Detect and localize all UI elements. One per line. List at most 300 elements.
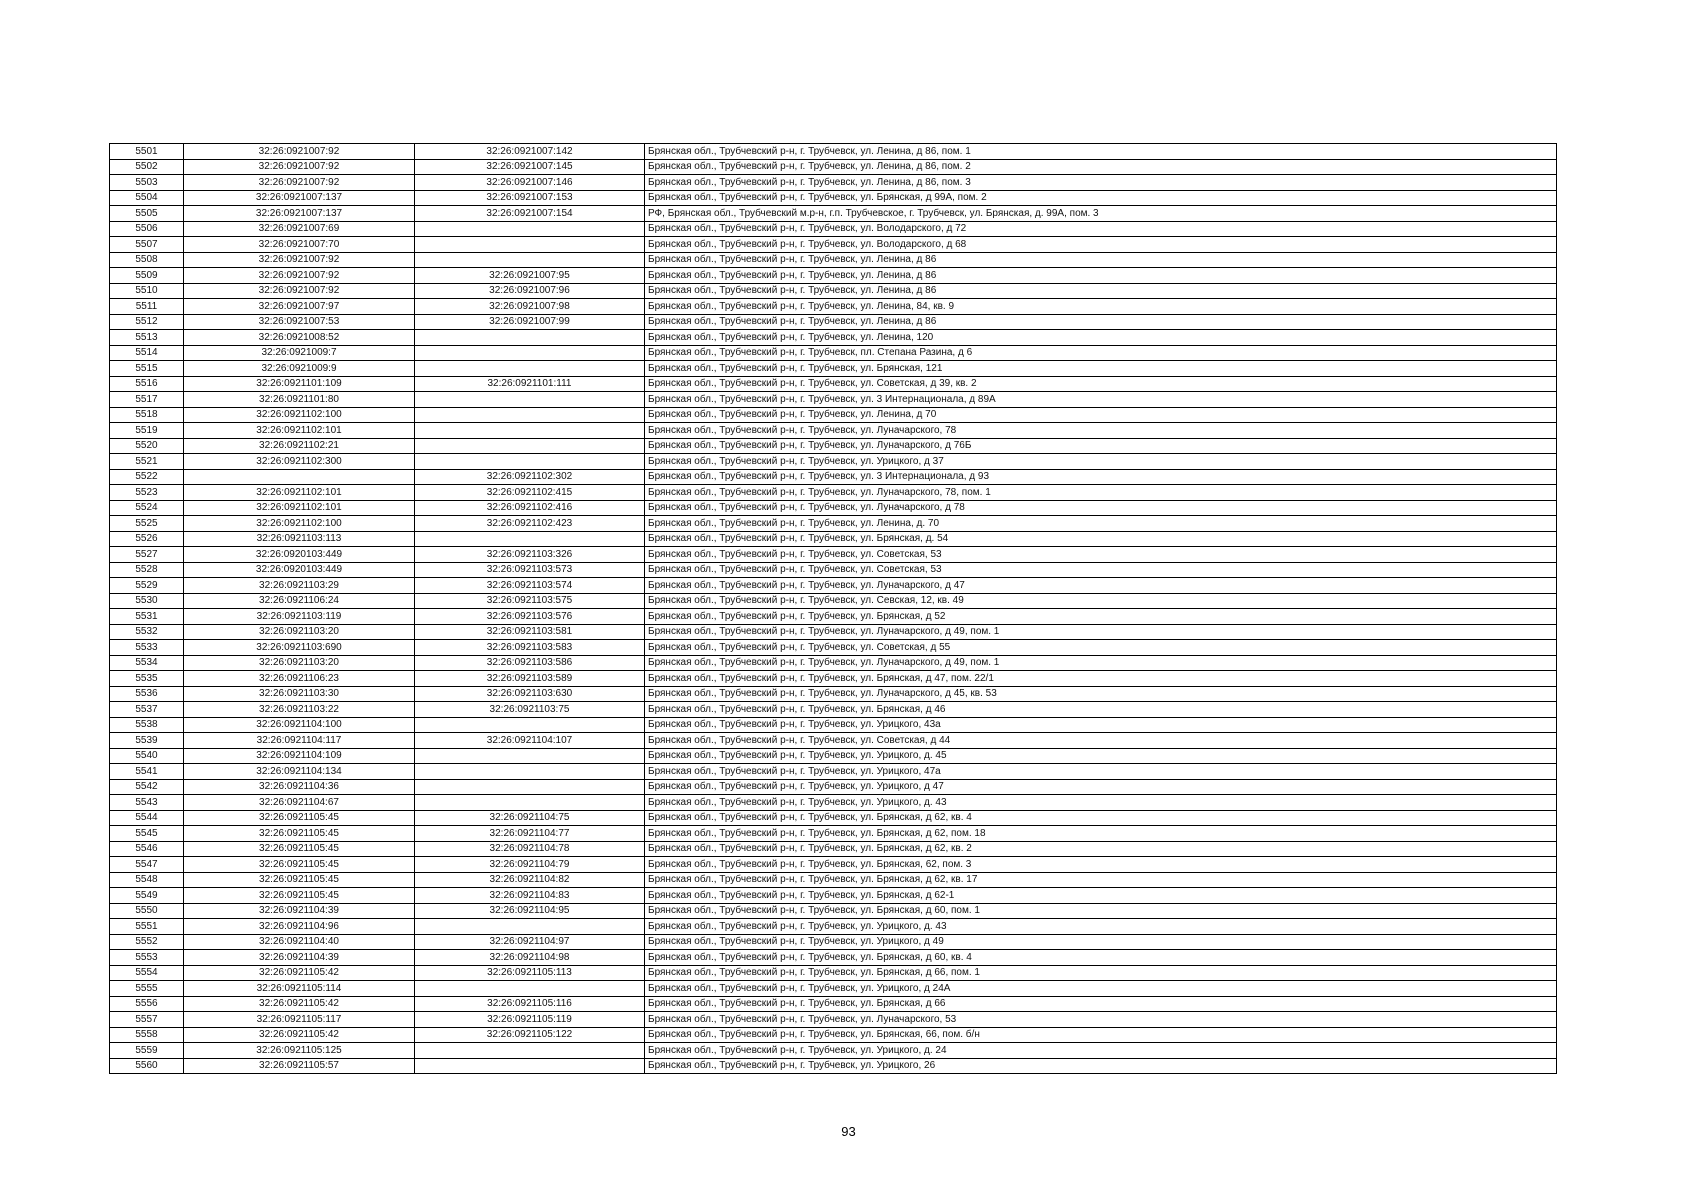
address-cell: Брянская обл., Трубчевский р-н, г. Трубчевск, ул. Брянская, д 62, кв. 17 <box>645 872 1557 888</box>
table-row <box>110 950 1557 966</box>
table-row <box>110 733 1557 749</box>
cadastral-number-cell: 32:26:0920103:449 <box>184 562 415 578</box>
row-number-cell: 5518 <box>110 407 184 423</box>
row-number-cell: 5536 <box>110 686 184 702</box>
cadastral-number-cell: 32:26:0921105:42 <box>184 965 415 981</box>
cadastral-number-cell: 32:26:0921102:300 <box>184 454 415 470</box>
object-cadastral-number-cell <box>415 252 645 268</box>
address-cell: Брянская обл., Трубчевский р-н, г. Трубчевск, ул. Советская, д 44 <box>645 733 1557 749</box>
row-number-cell: 5548 <box>110 872 184 888</box>
cadastral-number-cell: 32:26:0921103:22 <box>184 702 415 718</box>
address-cell: Брянская обл., Трубчевский р-н, г. Трубчевск, ул. Советская, 53 <box>645 562 1557 578</box>
row-number-cell: 5508 <box>110 252 184 268</box>
cadastral-number-cell: 32:26:0921105:57 <box>184 1058 415 1074</box>
cadastral-number-cell: 32:26:0921105:42 <box>184 996 415 1012</box>
address-cell: Брянская обл., Трубчевский р-н, г. Трубчевск, ул. Советская, д 55 <box>645 640 1557 656</box>
cadastral-number-cell: 32:26:0921007:92 <box>184 252 415 268</box>
object-cadastral-number-cell: 32:26:0921103:573 <box>415 562 645 578</box>
cadastral-number-cell: 32:26:0921102:21 <box>184 438 415 454</box>
cadastral-number-cell: 32:26:0921106:23 <box>184 671 415 687</box>
row-number-cell: 5510 <box>110 283 184 299</box>
cadastral-number-cell: 32:26:0921103:20 <box>184 655 415 671</box>
row-number-cell: 5535 <box>110 671 184 687</box>
object-cadastral-number-cell <box>415 392 645 408</box>
row-number-cell: 5528 <box>110 562 184 578</box>
row-number-cell: 5520 <box>110 438 184 454</box>
object-cadastral-number-cell <box>415 1058 645 1074</box>
cadastral-number-cell: 32:26:0921105:45 <box>184 872 415 888</box>
address-cell: Брянская обл., Трубчевский р-н, г. Трубчевск, ул. Брянская, д 62, кв. 2 <box>645 841 1557 857</box>
address-cell: Брянская обл., Трубчевский р-н, г. Трубчевск, ул. Луначарского, д 49, пом. 1 <box>645 624 1557 640</box>
row-number-cell: 5555 <box>110 981 184 997</box>
row-number-cell: 5541 <box>110 764 184 780</box>
table-row <box>110 376 1557 392</box>
address-cell: Брянская обл., Трубчевский р-н, г. Трубчевск, ул. Луначарского, д 47 <box>645 578 1557 594</box>
cadastral-number-cell: 32:26:0921103:113 <box>184 531 415 547</box>
table-row <box>110 159 1557 175</box>
row-number-cell: 5515 <box>110 361 184 377</box>
table-row <box>110 268 1557 284</box>
table-row <box>110 702 1557 718</box>
row-number-cell: 5514 <box>110 345 184 361</box>
records-table <box>109 143 1557 1074</box>
cadastral-number-cell: 32:26:0921102:100 <box>184 516 415 532</box>
address-cell: Брянская обл., Трубчевский р-н, г. Трубчевск, ул. Брянская, 62, пом. 3 <box>645 857 1557 873</box>
table-row <box>110 965 1557 981</box>
object-cadastral-number-cell: 32:26:0921007:96 <box>415 283 645 299</box>
table-row <box>110 981 1557 997</box>
address-cell: Брянская обл., Трубчевский р-н, г. Трубчевск, ул. Ленина, 84, кв. 9 <box>645 299 1557 315</box>
cadastral-number-cell: 32:26:0921101:80 <box>184 392 415 408</box>
object-cadastral-number-cell: 32:26:0921104:98 <box>415 950 645 966</box>
object-cadastral-number-cell <box>415 407 645 423</box>
table-row <box>110 314 1557 330</box>
cadastral-number-cell: 32:26:0921104:109 <box>184 748 415 764</box>
cadastral-number-cell: 32:26:0921103:30 <box>184 686 415 702</box>
row-number-cell: 5560 <box>110 1058 184 1074</box>
cadastral-number-cell: 32:26:0921106:24 <box>184 593 415 609</box>
address-cell: Брянская обл., Трубчевский р-н, г. Трубчевск, ул. Брянская, д 62, кв. 4 <box>645 810 1557 826</box>
address-cell: Брянская обл., Трубчевский р-н, г. Трубчевск, ул. Брянская, 66, пом. б/н <box>645 1027 1557 1043</box>
object-cadastral-number-cell: 32:26:0921102:302 <box>415 469 645 485</box>
table-row <box>110 578 1557 594</box>
address-cell: Брянская обл., Трубчевский р-н, г. Трубчевск, ул. Луначарского, д 45, кв. 53 <box>645 686 1557 702</box>
cadastral-number-cell: 32:26:0921007:53 <box>184 314 415 330</box>
row-number-cell: 5517 <box>110 392 184 408</box>
row-number-cell: 5558 <box>110 1027 184 1043</box>
table-row <box>110 903 1557 919</box>
object-cadastral-number-cell: 32:26:0921105:116 <box>415 996 645 1012</box>
address-cell: Брянская обл., Трубчевский р-н, г. Трубчевск, ул. Луначарского, д 49, пом. 1 <box>645 655 1557 671</box>
table-row <box>110 624 1557 640</box>
table-row <box>110 562 1557 578</box>
table-row <box>110 361 1557 377</box>
cadastral-number-cell: 32:26:0921007:92 <box>184 283 415 299</box>
address-cell: Брянская обл., Трубчевский р-н, г. Трубчевск, ул. Ленина, д 86, пом. 3 <box>645 175 1557 191</box>
object-cadastral-number-cell: 32:26:0921104:97 <box>415 934 645 950</box>
row-number-cell: 5554 <box>110 965 184 981</box>
address-cell: Брянская обл., Трубчевский р-н, г. Трубчевск, ул. Брянская, д 62-1 <box>645 888 1557 904</box>
table-row <box>110 190 1557 206</box>
table-row <box>110 330 1557 346</box>
row-number-cell: 5543 <box>110 795 184 811</box>
row-number-cell: 5505 <box>110 206 184 222</box>
row-number-cell: 5527 <box>110 547 184 563</box>
object-cadastral-number-cell <box>415 438 645 454</box>
object-cadastral-number-cell: 32:26:0921007:99 <box>415 314 645 330</box>
table-row <box>110 593 1557 609</box>
object-cadastral-number-cell <box>415 361 645 377</box>
row-number-cell: 5531 <box>110 609 184 625</box>
cadastral-number-cell: 32:26:0921104:117 <box>184 733 415 749</box>
table-row <box>110 345 1557 361</box>
address-cell: Брянская обл., Трубчевский р-н, г. Трубчевск, ул. Луначарского, д 76Б <box>645 438 1557 454</box>
address-cell: Брянская обл., Трубчевский р-н, г. Трубчевск, ул. Севская, 12, кв. 49 <box>645 593 1557 609</box>
object-cadastral-number-cell <box>415 423 645 439</box>
row-number-cell: 5540 <box>110 748 184 764</box>
table-row <box>110 655 1557 671</box>
cadastral-number-cell: 32:26:0921102:101 <box>184 423 415 439</box>
table-row <box>110 717 1557 733</box>
row-number-cell: 5537 <box>110 702 184 718</box>
row-number-cell: 5507 <box>110 237 184 253</box>
cadastral-number-cell: 32:26:0921007:92 <box>184 175 415 191</box>
address-cell: Брянская обл., Трубчевский р-н, г. Трубчевск, ул. Луначарского, 53 <box>645 1012 1557 1028</box>
row-number-cell: 5529 <box>110 578 184 594</box>
cadastral-number-cell: 32:26:0921007:69 <box>184 221 415 237</box>
address-cell: Брянская обл., Трубчевский р-н, г. Трубчевск, ул. Луначарского, 78, пом. 1 <box>645 485 1557 501</box>
address-cell: Брянская обл., Трубчевский р-н, г. Трубчевск, ул. Урицкого, д 47 <box>645 779 1557 795</box>
address-cell: Брянская обл., Трубчевский р-н, г. Трубчевск, ул. 3 Интернационала, д 89А <box>645 392 1557 408</box>
object-cadastral-number-cell: 32:26:0921103:586 <box>415 655 645 671</box>
object-cadastral-number-cell <box>415 330 645 346</box>
cadastral-number-cell: 32:26:0921104:96 <box>184 919 415 935</box>
table-row <box>110 547 1557 563</box>
object-cadastral-number-cell <box>415 779 645 795</box>
table-row <box>110 1058 1557 1074</box>
cadastral-number-cell: 32:26:0921007:92 <box>184 159 415 175</box>
address-cell: Брянская обл., Трубчевский р-н, г. Трубчевск, ул. Брянская, д. 54 <box>645 531 1557 547</box>
row-number-cell: 5550 <box>110 903 184 919</box>
row-number-cell: 5501 <box>110 144 184 160</box>
row-number-cell: 5544 <box>110 810 184 826</box>
cadastral-number-cell: 32:26:0921104:134 <box>184 764 415 780</box>
address-cell: Брянская обл., Трубчевский р-н, г. Трубчевск, ул. Володарского, д 68 <box>645 237 1557 253</box>
cadastral-number-cell: 32:26:0921103:690 <box>184 640 415 656</box>
cadastral-number-cell: 32:26:0921104:39 <box>184 950 415 966</box>
cadastral-number-cell: 32:26:0921104:39 <box>184 903 415 919</box>
cadastral-number-cell: 32:26:0921105:45 <box>184 826 415 842</box>
row-number-cell: 5545 <box>110 826 184 842</box>
object-cadastral-number-cell: 32:26:0921104:107 <box>415 733 645 749</box>
row-number-cell: 5556 <box>110 996 184 1012</box>
row-number-cell: 5533 <box>110 640 184 656</box>
table-row <box>110 686 1557 702</box>
object-cadastral-number-cell: 32:26:0921103:326 <box>415 547 645 563</box>
row-number-cell: 5522 <box>110 469 184 485</box>
address-cell: Брянская обл., Трубчевский р-н, г. Трубчевск, ул. Ленина, д 70 <box>645 407 1557 423</box>
cadastral-number-cell: 32:26:0921103:20 <box>184 624 415 640</box>
address-cell: Брянская обл., Трубчевский р-н, г. Трубчевск, ул. Ленина, д. 70 <box>645 516 1557 532</box>
address-cell: Брянская обл., Трубчевский р-н, г. Трубчевск, ул. Брянская, д 60, пом. 1 <box>645 903 1557 919</box>
object-cadastral-number-cell <box>415 981 645 997</box>
object-cadastral-number-cell: 32:26:0921102:416 <box>415 500 645 516</box>
row-number-cell: 5502 <box>110 159 184 175</box>
object-cadastral-number-cell: 32:26:0921007:146 <box>415 175 645 191</box>
address-cell: Брянская обл., Трубчевский р-н, г. Трубчевск, ул. Ленина, д 86 <box>645 283 1557 299</box>
address-cell: Брянская обл., Трубчевский р-н, г. Трубчевск, ул. Ленина, д 86 <box>645 268 1557 284</box>
table-row <box>110 748 1557 764</box>
address-cell: РФ, Брянская обл., Трубчевский м.р-н, г.п. Трубчевское, г. Трубчевск, ул. Брянская, д. 99А, пом. 3 <box>645 206 1557 222</box>
cadastral-number-cell: 32:26:0921101:109 <box>184 376 415 392</box>
table-row <box>110 221 1557 237</box>
row-number-cell: 5538 <box>110 717 184 733</box>
table-row <box>110 531 1557 547</box>
cadastral-number-cell: 32:26:0921007:92 <box>184 144 415 160</box>
address-cell: Брянская обл., Трубчевский р-н, г. Трубчевск, ул. Брянская, 121 <box>645 361 1557 377</box>
row-number-cell: 5524 <box>110 500 184 516</box>
cadastral-number-cell: 32:26:0921104:67 <box>184 795 415 811</box>
cadastral-number-cell: 32:26:0921007:92 <box>184 268 415 284</box>
address-cell: Брянская обл., Трубчевский р-н, г. Трубчевск, ул. Ленина, д 86 <box>645 252 1557 268</box>
row-number-cell: 5504 <box>110 190 184 206</box>
address-cell: Брянская обл., Трубчевский р-н, г. Трубчевск, ул. Брянская, д 60, кв. 4 <box>645 950 1557 966</box>
table-row <box>110 1027 1557 1043</box>
object-cadastral-number-cell <box>415 237 645 253</box>
cadastral-number-cell: 32:26:0921007:97 <box>184 299 415 315</box>
object-cadastral-number-cell: 32:26:0921101:111 <box>415 376 645 392</box>
address-cell: Брянская обл., Трубчевский р-н, г. Трубчевск, ул. Урицкого, 47а <box>645 764 1557 780</box>
address-cell: Брянская обл., Трубчевский р-н, г. Трубчевск, ул. Брянская, д 52 <box>645 609 1557 625</box>
address-cell: Брянская обл., Трубчевский р-н, г. Трубчевск, ул. Советская, 53 <box>645 547 1557 563</box>
row-number-cell: 5534 <box>110 655 184 671</box>
row-number-cell: 5516 <box>110 376 184 392</box>
cadastral-number-cell: 32:26:0921102:100 <box>184 407 415 423</box>
row-number-cell: 5539 <box>110 733 184 749</box>
object-cadastral-number-cell <box>415 795 645 811</box>
object-cadastral-number-cell <box>415 221 645 237</box>
table-row <box>110 764 1557 780</box>
object-cadastral-number-cell: 32:26:0921104:79 <box>415 857 645 873</box>
table-row <box>110 500 1557 516</box>
row-number-cell: 5509 <box>110 268 184 284</box>
table-row <box>110 934 1557 950</box>
row-number-cell: 5513 <box>110 330 184 346</box>
cadastral-number-cell: 32:26:0920103:449 <box>184 547 415 563</box>
cadastral-number-cell: 32:26:0921103:119 <box>184 609 415 625</box>
table-row <box>110 407 1557 423</box>
address-cell: Брянская обл., Трубчевский р-н, г. Трубчевск, ул. Урицкого, д 49 <box>645 934 1557 950</box>
object-cadastral-number-cell <box>415 764 645 780</box>
table-row <box>110 454 1557 470</box>
table-row <box>110 888 1557 904</box>
object-cadastral-number-cell <box>415 919 645 935</box>
cadastral-number-cell: 32:26:0921007:70 <box>184 237 415 253</box>
object-cadastral-number-cell: 32:26:0921103:583 <box>415 640 645 656</box>
table-row <box>110 423 1557 439</box>
table-row <box>110 144 1557 160</box>
address-cell: Брянская обл., Трубчевский р-н, г. Трубчевск, ул. Урицкого, 26 <box>645 1058 1557 1074</box>
table-row <box>110 857 1557 873</box>
cadastral-number-cell: 32:26:0921105:117 <box>184 1012 415 1028</box>
row-number-cell: 5512 <box>110 314 184 330</box>
address-cell: Брянская обл., Трубчевский р-н, г. Трубчевск, ул. Урицкого, д. 43 <box>645 795 1557 811</box>
row-number-cell: 5546 <box>110 841 184 857</box>
cadastral-number-cell: 32:26:0921007:137 <box>184 190 415 206</box>
table-row <box>110 640 1557 656</box>
object-cadastral-number-cell: 32:26:0921105:119 <box>415 1012 645 1028</box>
address-cell: Брянская обл., Трубчевский р-н, г. Трубчевск, ул. Ленина, д 86, пом. 2 <box>645 159 1557 175</box>
row-number-cell: 5523 <box>110 485 184 501</box>
table-row <box>110 1012 1557 1028</box>
row-number-cell: 5542 <box>110 779 184 795</box>
object-cadastral-number-cell: 32:26:0921103:574 <box>415 578 645 594</box>
address-cell: Брянская обл., Трубчевский р-н, г. Трубчевск, ул. Ленина, д 86, пом. 1 <box>645 144 1557 160</box>
table-row <box>110 438 1557 454</box>
cadastral-number-cell: 32:26:0921102:101 <box>184 500 415 516</box>
address-cell: Брянская обл., Трубчевский р-н, г. Трубчевск, ул. Урицкого, д. 45 <box>645 748 1557 764</box>
address-cell: Брянская обл., Трубчевский р-н, г. Трубчевск, ул. Урицкого, д. 43 <box>645 919 1557 935</box>
object-cadastral-number-cell: 32:26:0921103:630 <box>415 686 645 702</box>
address-cell: Брянская обл., Трубчевский р-н, г. Трубчевск, ул. Советская, д 39, кв. 2 <box>645 376 1557 392</box>
address-cell: Брянская обл., Трубчевский р-н, г. Трубчевск, ул. Урицкого, 43а <box>645 717 1557 733</box>
row-number-cell: 5547 <box>110 857 184 873</box>
table-row <box>110 237 1557 253</box>
address-cell: Брянская обл., Трубчевский р-н, г. Трубчевск, ул. Брянская, д 66 <box>645 996 1557 1012</box>
cadastral-number-cell: 32:26:0921104:100 <box>184 717 415 733</box>
table-row <box>110 779 1557 795</box>
row-number-cell: 5521 <box>110 454 184 470</box>
row-number-cell: 5511 <box>110 299 184 315</box>
table-row <box>110 206 1557 222</box>
object-cadastral-number-cell <box>415 717 645 733</box>
row-number-cell: 5553 <box>110 950 184 966</box>
row-number-cell: 5526 <box>110 531 184 547</box>
table-row <box>110 841 1557 857</box>
cadastral-number-cell: 32:26:0921105:45 <box>184 857 415 873</box>
table-row <box>110 872 1557 888</box>
table-row <box>110 810 1557 826</box>
cadastral-number-cell <box>184 469 415 485</box>
cadastral-number-cell: 32:26:0921105:125 <box>184 1043 415 1059</box>
table-row <box>110 299 1557 315</box>
row-number-cell: 5559 <box>110 1043 184 1059</box>
row-number-cell: 5552 <box>110 934 184 950</box>
object-cadastral-number-cell: 32:26:0921007:98 <box>415 299 645 315</box>
cadastral-number-cell: 32:26:0921105:45 <box>184 888 415 904</box>
cadastral-number-cell: 32:26:0921009:7 <box>184 345 415 361</box>
object-cadastral-number-cell: 32:26:0921105:122 <box>415 1027 645 1043</box>
object-cadastral-number-cell: 32:26:0921007:153 <box>415 190 645 206</box>
table-row <box>110 485 1557 501</box>
table-row <box>110 283 1557 299</box>
row-number-cell: 5530 <box>110 593 184 609</box>
address-cell: Брянская обл., Трубчевский р-н, г. Трубчевск, ул. Урицкого, д 24А <box>645 981 1557 997</box>
object-cadastral-number-cell: 32:26:0921105:113 <box>415 965 645 981</box>
address-cell: Брянская обл., Трубчевский р-н, г. Трубчевск, ул. Луначарского, 78 <box>645 423 1557 439</box>
address-cell: Брянская обл., Трубчевский р-н, г. Трубчевск, ул. Брянская, д 99А, пом. 2 <box>645 190 1557 206</box>
row-number-cell: 5519 <box>110 423 184 439</box>
row-number-cell: 5532 <box>110 624 184 640</box>
object-cadastral-number-cell: 32:26:0921103:581 <box>415 624 645 640</box>
row-number-cell: 5557 <box>110 1012 184 1028</box>
object-cadastral-number-cell: 32:26:0921103:589 <box>415 671 645 687</box>
object-cadastral-number-cell <box>415 531 645 547</box>
cadastral-number-cell: 32:26:0921007:137 <box>184 206 415 222</box>
address-cell: Брянская обл., Трубчевский р-н, г. Трубчевск, ул. Брянская, д 46 <box>645 702 1557 718</box>
row-number-cell: 5525 <box>110 516 184 532</box>
row-number-cell: 5551 <box>110 919 184 935</box>
object-cadastral-number-cell: 32:26:0921102:415 <box>415 485 645 501</box>
object-cadastral-number-cell: 32:26:0921007:142 <box>415 144 645 160</box>
address-cell: Брянская обл., Трубчевский р-н, г. Трубчевск, пл. Степана Разина, д 6 <box>645 345 1557 361</box>
page-number: 93 <box>841 1124 856 1139</box>
object-cadastral-number-cell: 32:26:0921103:576 <box>415 609 645 625</box>
object-cadastral-number-cell: 32:26:0921007:145 <box>415 159 645 175</box>
object-cadastral-number-cell: 32:26:0921102:423 <box>415 516 645 532</box>
cadastral-number-cell: 32:26:0921105:114 <box>184 981 415 997</box>
object-cadastral-number-cell: 32:26:0921103:575 <box>415 593 645 609</box>
address-cell: Брянская обл., Трубчевский р-н, г. Трубчевск, ул. Володарского, д 72 <box>645 221 1557 237</box>
table-row <box>110 516 1557 532</box>
table-row <box>110 175 1557 191</box>
address-cell: Брянская обл., Трубчевский р-н, г. Трубчевск, ул. Брянская, д 47, пом. 22/1 <box>645 671 1557 687</box>
object-cadastral-number-cell: 32:26:0921007:95 <box>415 268 645 284</box>
cadastral-number-cell: 32:26:0921103:29 <box>184 578 415 594</box>
object-cadastral-number-cell: 32:26:0921104:77 <box>415 826 645 842</box>
table-row <box>110 996 1557 1012</box>
table-row <box>110 795 1557 811</box>
object-cadastral-number-cell <box>415 454 645 470</box>
object-cadastral-number-cell: 32:26:0921104:83 <box>415 888 645 904</box>
cadastral-number-cell: 32:26:0921104:40 <box>184 934 415 950</box>
object-cadastral-number-cell: 32:26:0921104:75 <box>415 810 645 826</box>
object-cadastral-number-cell: 32:26:0921007:154 <box>415 206 645 222</box>
table-row <box>110 826 1557 842</box>
object-cadastral-number-cell: 32:26:0921103:75 <box>415 702 645 718</box>
table-row <box>110 392 1557 408</box>
cadastral-number-cell: 32:26:0921009:9 <box>184 361 415 377</box>
cadastral-number-cell: 32:26:0921008:52 <box>184 330 415 346</box>
table-row <box>110 252 1557 268</box>
object-cadastral-number-cell: 32:26:0921104:78 <box>415 841 645 857</box>
address-cell: Брянская обл., Трубчевский р-н, г. Трубчевск, ул. Луначарского, д 78 <box>645 500 1557 516</box>
address-cell: Брянская обл., Трубчевский р-н, г. Трубчевск, ул. Ленина, д 86 <box>645 314 1557 330</box>
cadastral-number-cell: 32:26:0921104:36 <box>184 779 415 795</box>
row-number-cell: 5503 <box>110 175 184 191</box>
address-cell: Брянская обл., Трубчевский р-н, г. Трубчевск, ул. Урицкого, д 37 <box>645 454 1557 470</box>
table-row <box>110 609 1557 625</box>
object-cadastral-number-cell <box>415 1043 645 1059</box>
cadastral-number-cell: 32:26:0921105:42 <box>184 1027 415 1043</box>
object-cadastral-number-cell: 32:26:0921104:95 <box>415 903 645 919</box>
object-cadastral-number-cell <box>415 748 645 764</box>
row-number-cell: 5549 <box>110 888 184 904</box>
table-row <box>110 1043 1557 1059</box>
cadastral-number-cell: 32:26:0921105:45 <box>184 841 415 857</box>
cadastral-number-cell: 32:26:0921105:45 <box>184 810 415 826</box>
cadastral-number-cell: 32:26:0921102:101 <box>184 485 415 501</box>
records-table-body <box>110 144 1557 1074</box>
address-cell: Брянская обл., Трубчевский р-н, г. Трубчевск, ул. Ленина, 120 <box>645 330 1557 346</box>
address-cell: Брянская обл., Трубчевский р-н, г. Трубчевск, ул. Брянская, д 66, пом. 1 <box>645 965 1557 981</box>
object-cadastral-number-cell <box>415 345 645 361</box>
address-cell: Брянская обл., Трубчевский р-н, г. Трубчевск, ул. 3 Интернационала, д 93 <box>645 469 1557 485</box>
table-row <box>110 469 1557 485</box>
address-cell: Брянская обл., Трубчевский р-н, г. Трубчевск, ул. Урицкого, д. 24 <box>645 1043 1557 1059</box>
row-number-cell: 5506 <box>110 221 184 237</box>
table-row <box>110 919 1557 935</box>
